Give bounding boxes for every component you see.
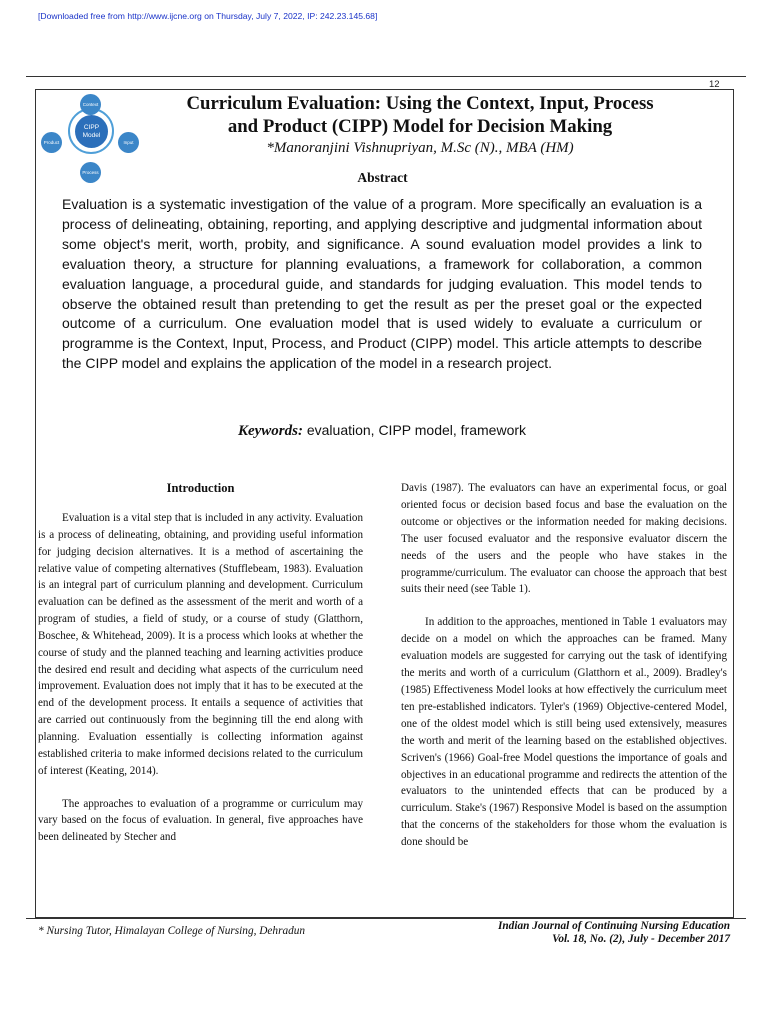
title-line-1: Curriculum Evaluation: Using the Context, Input, Process — [186, 93, 654, 114]
journal-name: Indian Journal of Continuing Nursing Education — [498, 920, 730, 932]
author-line: *Manoranjini Vishnupriyan, M.Sc (N)., MBA (HM) — [266, 140, 574, 156]
body-paragraph: Davis (1987). The evaluators can have an experimental focus, or goal oriented focus or decision based focus and base the evaluation on the outcome or objectives or the information needed for making decisions. The user focused evaluator and the responsive evaluator discern the needs of the users and the people who have stakes in the programme/curriculum. The evaluator can choose the approach that best suits their need (see Table 1). — [401, 482, 727, 596]
process-node: Process — [80, 162, 101, 183]
top-rule — [26, 76, 746, 77]
page-number: 12 — [709, 79, 720, 90]
product-node: Product — [41, 132, 62, 153]
article-title — [150, 92, 690, 138]
body-paragraph: The approaches to evaluation of a programme or curriculum may vary based on the focus of evaluation. In general, five approaches have been delineated by Stecher and — [38, 797, 363, 844]
journal-citation — [440, 920, 730, 945]
context-node: Context — [80, 94, 101, 115]
download-note: [Downloaded free from http://www.ijcne.org on Thursday, July 7, 2022, IP: 242.23.145.68] — [38, 11, 378, 21]
body-paragraph: Evaluation is a vital step that is included in any activity. Evaluation is a process of delineating, obtaining, and providing useful information for judging decision alternatives. It is a method of ascertaining the relative value of competing alternatives (Stufflebeam, 1983). Evaluation is an integral part of curriculum planning and development. Curriculum evaluation can be defined as the assessment of the merit and worth of a program of studies, a field of study, or a course of study (Glatthorn, Boschee, & Whitehead, 2009). It is a process which looks at whether the course of study and the planned teaching and learning activities produce the desired end result and deciding what aspects of the curriculum need improvement. Evaluation does not imply that it has to be executed at the end of the development process. It entails a sequence of activities that are carried out continuously from the beginning till the end along with planning. Evaluation essentially is collecting information against established criteria to make informed decisions related to the curriculum of interest (Keating, 2014). — [38, 512, 363, 777]
introduction-heading: Introduction — [166, 481, 235, 495]
keywords-label: Keywords — [237, 423, 298, 439]
keywords: Keywords: evaluation, CIPP model, framework — [237, 422, 527, 439]
cipp-model-diagram — [37, 92, 147, 184]
author-footnote: * Nursing Tutor, Himalayan College of Nursing, Dehradun — [38, 925, 306, 937]
abstract-text: Evaluation is a systematic investigation of the value of a program. More specifically an evaluation is a process of delineating, obtaining, reporting, and applying descriptive and judgmental information about some object's merit, worth, probity, and significance. A sound evaluation model provides a link to evaluation theory, a structure for planning evaluations, a framework for collaboration, a common evaluation language, a procedural guide, and standards for judging evaluation. This model tends to observe the obtained result than pretending to get the result as per the preset goal or the expected outcome of a curriculum. One evaluation model that is used widely to evaluate a curriculum or programme is the Context, Input, Process, and Product (CIPP) model. This article attempts to describe the CIPP model and explains the application of the model in a research project. — [62, 196, 702, 372]
left-column — [38, 480, 363, 846]
keywords-list: evaluation, CIPP model, framework — [306, 422, 527, 438]
body-paragraph: In addition to the approaches, mentioned in Table 1 evaluators may decide on a model on which the approaches can be framed. Many evaluation models are suggested for carrying out the task of identifying the merits and worth of a curriculum (Glatthorn et al., 2009). Bradley's (1985) Effectiveness Model looks at how effectively the curriculum meet ten pre-established indicators. Tyler's (1969) Objective-centered Model, one of the oldest model which is still being used extensively, measures the worth and merit of the learning based on the established objectives. Scriven's (1966) Goal-free Model questions the importance of goals and objectives in an educational programme and redirects the attention of the evaluators to the unintended effects that can be produced by a curriculum. Stake's (1967) Responsive Model is based on the assumption that the concerns of the stakeholders for those whom the evaluation is done should be — [401, 616, 727, 849]
title-line-2: and Product (CIPP) Model for Decision Making — [227, 116, 613, 137]
footer-rule — [26, 918, 746, 919]
journal-volume: Vol. 18, No. (2), July - December 2017 — [552, 932, 730, 945]
input-node: Input — [118, 132, 139, 153]
right-column — [401, 480, 727, 851]
cipp-center-node: CIPP Model — [75, 115, 108, 148]
abstract-heading: Abstract — [357, 170, 408, 185]
